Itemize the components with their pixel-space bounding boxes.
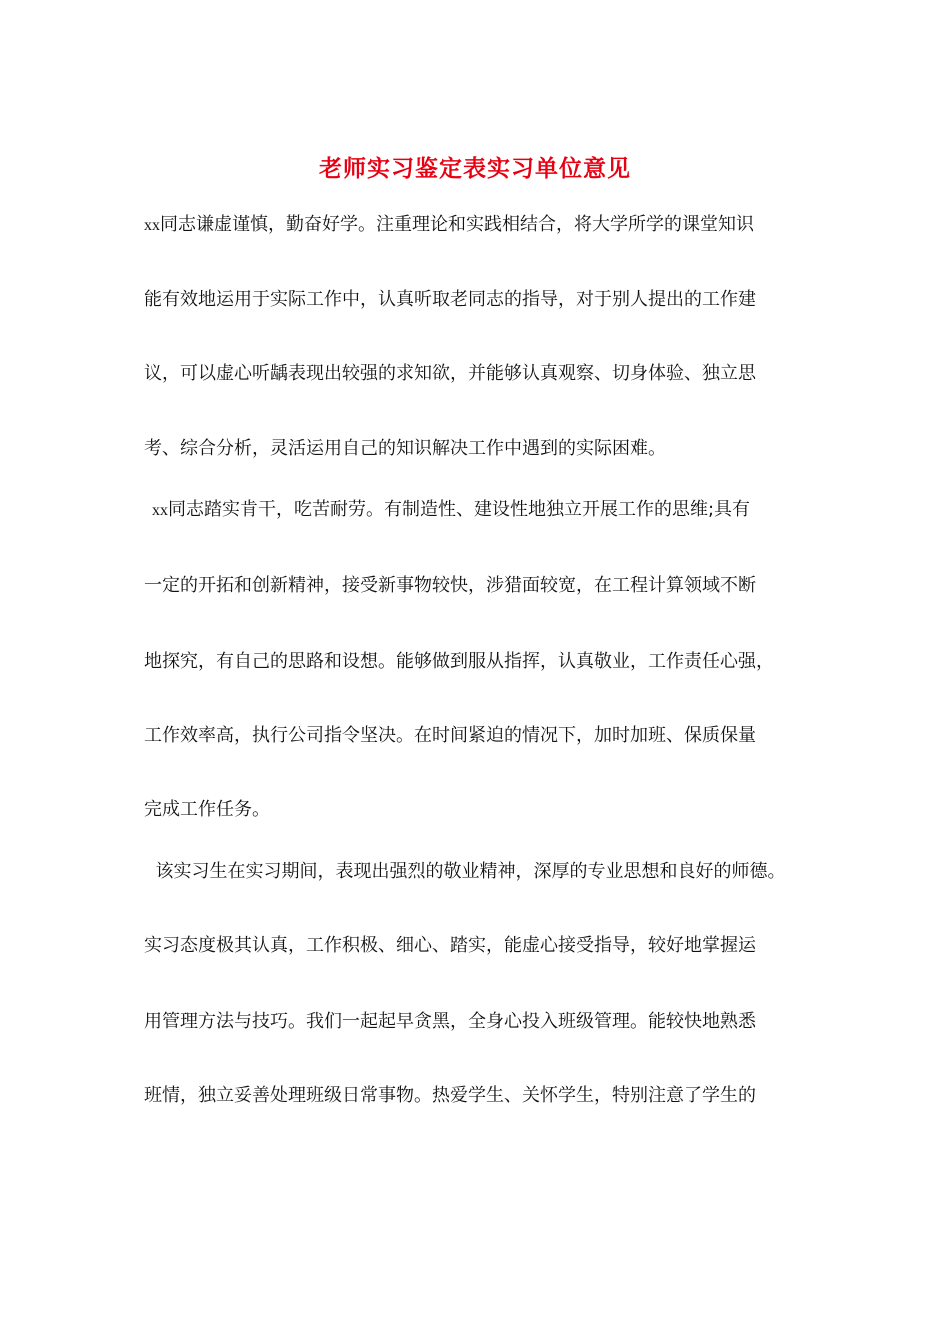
line-text: 能有效地运用于实际工作中，认真听取老同志的指导，对于别人提出的工作建 [144, 289, 756, 310]
text-line [144, 860, 785, 884]
line-text: 工作效率高，执行公司指令坚决。在时间紧迫的情况下，加时加班、保质保量 [144, 725, 756, 746]
text-line [144, 934, 756, 958]
text-line [144, 1010, 756, 1034]
text-line [144, 798, 270, 822]
text-line [144, 437, 666, 461]
line-text: 该实习生在实习期间，表现出强烈的敬业精神，深厚的专业思想和良好的师德。 [144, 861, 786, 882]
name-placeholder: xx [144, 217, 160, 234]
line-text: 实习态度极其认真，工作积极、细心、踏实，能虚心接受指导，较好地掌握运 [144, 935, 756, 956]
text-line [144, 574, 756, 598]
line-text: 地探究，有自己的思路和设想。能够做到服从指挥，认真敬业，工作责任心强， [144, 651, 774, 672]
text-line [144, 362, 756, 386]
text-line [144, 498, 750, 523]
line-text: 用管理方法与技巧。我们一起起早贪黑，全身心投入班级管理。能较快地熟悉 [144, 1011, 756, 1032]
text-line [144, 213, 754, 238]
line-text: 同志谦虚谨慎，勤奋好学。注重理论和实践相结合，将大学所学的课堂知识 [160, 214, 754, 235]
line-text: 议，可以虚心听龋表现出较强的求知欲，并能够认真观察、切身体验、独立思 [144, 363, 756, 384]
name-placeholder: xx [144, 502, 168, 519]
line-text: 同志踏实肯干，吃苦耐劳。有制造性、建设性地独立开展工作的思维;具有 [168, 499, 751, 520]
line-text: 一定的开拓和创新精神，接受新事物较快，涉猎面较宽，在工程计算领域不断 [144, 575, 756, 596]
text-line [144, 650, 774, 674]
document-title: 老师实习鉴定表实习单位意见 [319, 155, 631, 182]
line-text: 班情，独立妥善处理班级日常事物。热爱学生、关怀学生，特别注意了学生的 [144, 1085, 756, 1106]
text-line [144, 1084, 756, 1108]
line-text: 考、综合分析，灵活运用自己的知识解决工作中遇到的实际困难。 [144, 438, 666, 459]
text-line [144, 288, 756, 312]
text-line [144, 724, 756, 748]
line-text: 完成工作任务。 [144, 799, 270, 820]
